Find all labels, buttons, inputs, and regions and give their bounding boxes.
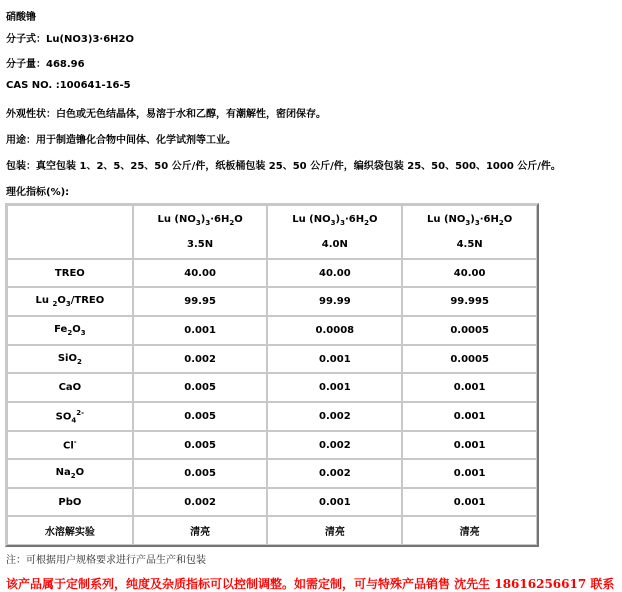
header-cell-grade-2 [267,205,402,259]
table-row [7,316,537,345]
row-label: $Na_2O$ [7,459,133,488]
row-value: 0.002 [267,431,402,459]
usage-line: 用途：用于制造镥化合物中间体、化学试剂等工业。 [6,135,236,146]
row-label: CaO [7,373,133,402]
row-value: 0.002 [267,402,402,431]
row-value: 0.002 [133,488,268,516]
row-value: 99.99 [267,287,402,316]
appearance-line: 外观性状：白色或无色结晶体，易溶于水和乙醇，有潮解性，密闭保存。 [6,109,326,120]
table-row [7,373,537,402]
contact-notice: 该产品属于定制系列，纯度及杂质指标可以控制调整。如需定制，可与特殊产品销售 沈先生 18616256617 联系 [6,577,615,591]
formula-line [6,30,134,45]
row-label: TREO [7,259,133,287]
packing-line: 包装：真空包装 1、2、5、25、50 公斤/件，纸板桶包装 25、50 公斤/件，编织袋包装 25、50、500、1000 公斤/件。 [6,161,561,172]
row-value: 0.001 [267,345,402,373]
table-row [7,488,537,516]
weight-line [6,55,85,70]
row-value: 清亮 [133,516,268,545]
product-name: 硝酸镥 [6,12,36,23]
row-value: 0.001 [267,488,402,516]
cas-value: 100641-16-5 [59,80,131,91]
table-row [7,459,537,488]
row-value: 0.001 [402,402,537,431]
header-cell-grade-3 [402,205,537,259]
row-value: 0.001 [133,316,268,345]
row-value: 0.001 [402,373,537,402]
row-value: 0.002 [267,459,402,488]
cas-line [6,80,131,91]
table-row [7,287,537,316]
header-cell-grade-1 [133,205,268,259]
grade-label: 4.0N [321,238,348,250]
grade-label: 4.5N [456,238,483,250]
row-value: 0.005 [133,373,268,402]
row-value: 40.00 [267,259,402,287]
row-value: 清亮 [267,516,402,545]
table-row [7,345,537,373]
cas-label: CAS NO. : [6,80,60,91]
table-row [7,259,537,287]
row-value: 0.001 [402,431,537,459]
row-label: SiO$_2$ [7,345,133,373]
row-value: 0.0008 [267,316,402,345]
spec-title: 理化指标(%): [6,187,70,198]
row-label: $SO_4^{2-}$ [7,402,133,431]
table-row [7,516,537,545]
footnote: 注：可根据用户规格要求进行产品生产和包装 [6,555,206,566]
row-label: $Fe_2O_3$ [7,316,133,345]
weight-label: 分子量： [6,59,46,70]
row-value: 99.995 [402,287,537,316]
spec-table [5,203,539,547]
row-value: 99.95 [133,287,268,316]
row-label: 水溶解实验 [7,516,133,545]
row-value: 40.00 [402,259,537,287]
table-row [7,402,537,431]
row-label: PbO [7,488,133,516]
row-value: 0.005 [133,431,268,459]
table-row [7,431,537,459]
row-value: 清亮 [402,516,537,545]
row-value: 0.001 [267,373,402,402]
table-header-row [7,205,537,259]
formula-value: Lu(NO3)3·6H2O [46,34,135,45]
row-label: Lu $_2O_3$/TREO [7,287,133,316]
weight-value: 468.96 [46,59,85,70]
header-formula: Lu $(NO_3)_3\cdot 6H_2O$ [157,213,243,227]
row-value: 0.0005 [402,316,537,345]
row-label: Cl- [7,431,133,459]
row-value: 0.005 [133,402,268,431]
row-value: 0.001 [402,459,537,488]
row-value: 0.002 [133,345,268,373]
row-value: 0.005 [133,459,268,488]
formula-label: 分子式： [6,34,46,45]
grade-label: 3.5N [187,238,214,250]
header-formula: Lu $(NO_3)_3\cdot 6H_2O$ [292,213,378,227]
row-value: 0.0005 [402,345,537,373]
row-value: 0.001 [402,488,537,516]
header-formula: Lu $(NO_3)_3\cdot 6H_2O$ [426,213,513,227]
row-value: 40.00 [133,259,268,287]
header-blank-cell [7,205,133,259]
